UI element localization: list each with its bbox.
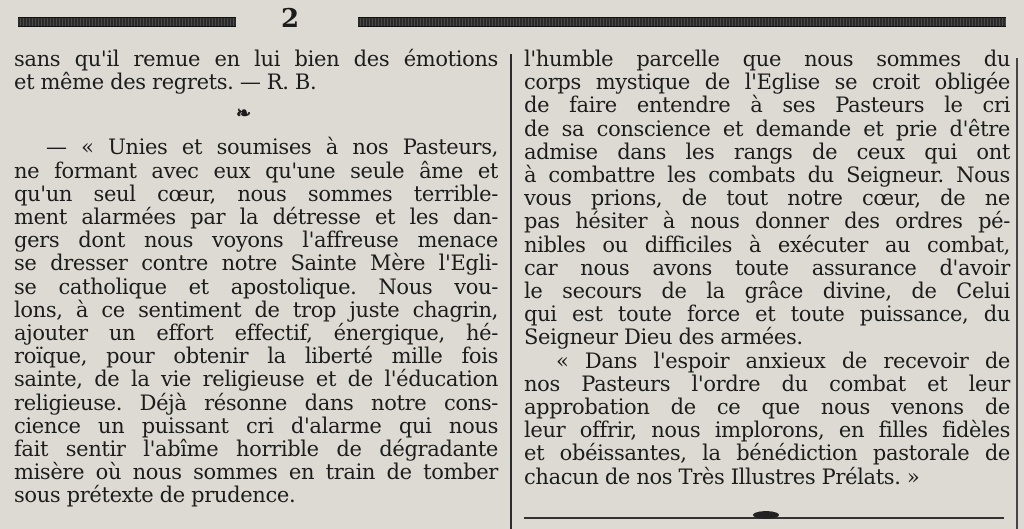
section-separator [14,94,498,136]
text-line: nos Pasteurs l'ordre du combat et leur [524,371,1010,396]
text-line: se catholique et apostolique. Nous vou- [14,274,498,299]
text-line: et même des regrets. — R. B. [14,70,317,95]
text-line: pas hésiter à nous donner des ordres pé- [524,209,1010,234]
text-line: gers dont nous voyons l'affreuse menace [14,228,498,253]
text-line: car nous avons toute assurance d'avoir [524,255,1010,280]
text-line: l'humble parcelle que nous sommes du [524,47,1010,71]
text-line: qu'un seul cœur, nous sommes terrible- [14,181,498,206]
text-line: ment alarmées par la détresse et les dan- [14,205,498,230]
text-line: — « Unies et soumises à nos Pasteurs, [46,135,498,160]
text-line: le secours de la grâce divine, de Celui [524,279,1010,304]
text-line: misère où nous sommes en train de tomber [14,460,498,485]
text-line: corps mystique de l'Eglise se croit obligée [524,70,1010,95]
text-line: se dresser contre notre Sainte Mère l'Egli- [14,251,498,276]
text-line: cience un puissant cri d'alarme qui nous [14,413,498,438]
text-line: fait sentir l'abîme horrible de dégradante [14,437,498,462]
text-line: sainte, de la vie religieuse et de l'éducation [14,367,498,392]
page-header [0,6,1024,36]
text-line: admise dans les rangs de ceux qui ont [524,139,1010,164]
column-divider [510,54,512,529]
text-line: approbation de ce que nous venons de [524,395,1010,420]
fleuron-ornament-icon: ❧ [236,103,249,125]
text-line: de faire entendre à ses Pasteurs le cri [524,93,1010,118]
text-line: nibles ou difficiles à exécuter au combat, [524,232,1010,257]
right-column [524,48,1010,489]
text-line: sous prétexte de prudence. [14,483,296,508]
text-line: religieuse. Déjà résonne dans notre cons- [14,390,498,415]
text-line: ne formant avec eux qu'une seule âme et [14,158,498,183]
header-rule-right [358,17,1006,27]
right-paragraph-1 [524,48,1010,350]
left-column [14,48,498,508]
text-line: à combattre les combats du Seigneur. Nous [524,163,1010,188]
text-line: chacun de nos Très Illustres Prélats. » [524,464,920,489]
text-line: « Dans l'espoir anxieux de recevoir de [556,348,1010,373]
text-line: lons, à ce sentiment de trop juste chagrin, [14,297,498,322]
bottom-ornament-icon [746,509,786,521]
left-paragraph [14,136,498,507]
text-line: ajouter un effort effectif, énergique, hé- [14,321,498,346]
text-line: de sa conscience et demande et prie d'être [524,116,1010,141]
text-line: leur offrir, nous implorons, en filles fidèles [524,418,1010,443]
left-intro-text [14,48,498,94]
text-line: qui est toute force et toute puissance, du [524,302,1010,327]
header-rule-left [18,17,236,27]
text-line: sans qu'il remue en lui bien des émotions [14,47,498,71]
text-line: et obéissantes, la bénédiction pastorale de [524,441,1010,466]
text-line: vous prions, de tout notre cœur, de ne [524,186,1010,211]
text-line: Seigneur Dieu des armées. [524,325,803,350]
text-line: roïque, pour obtenir la liberté mille fois [14,344,498,369]
page-number: 2 [281,4,300,34]
right-paragraph-2 [524,350,1010,489]
right-frame-rule [1016,58,1018,529]
